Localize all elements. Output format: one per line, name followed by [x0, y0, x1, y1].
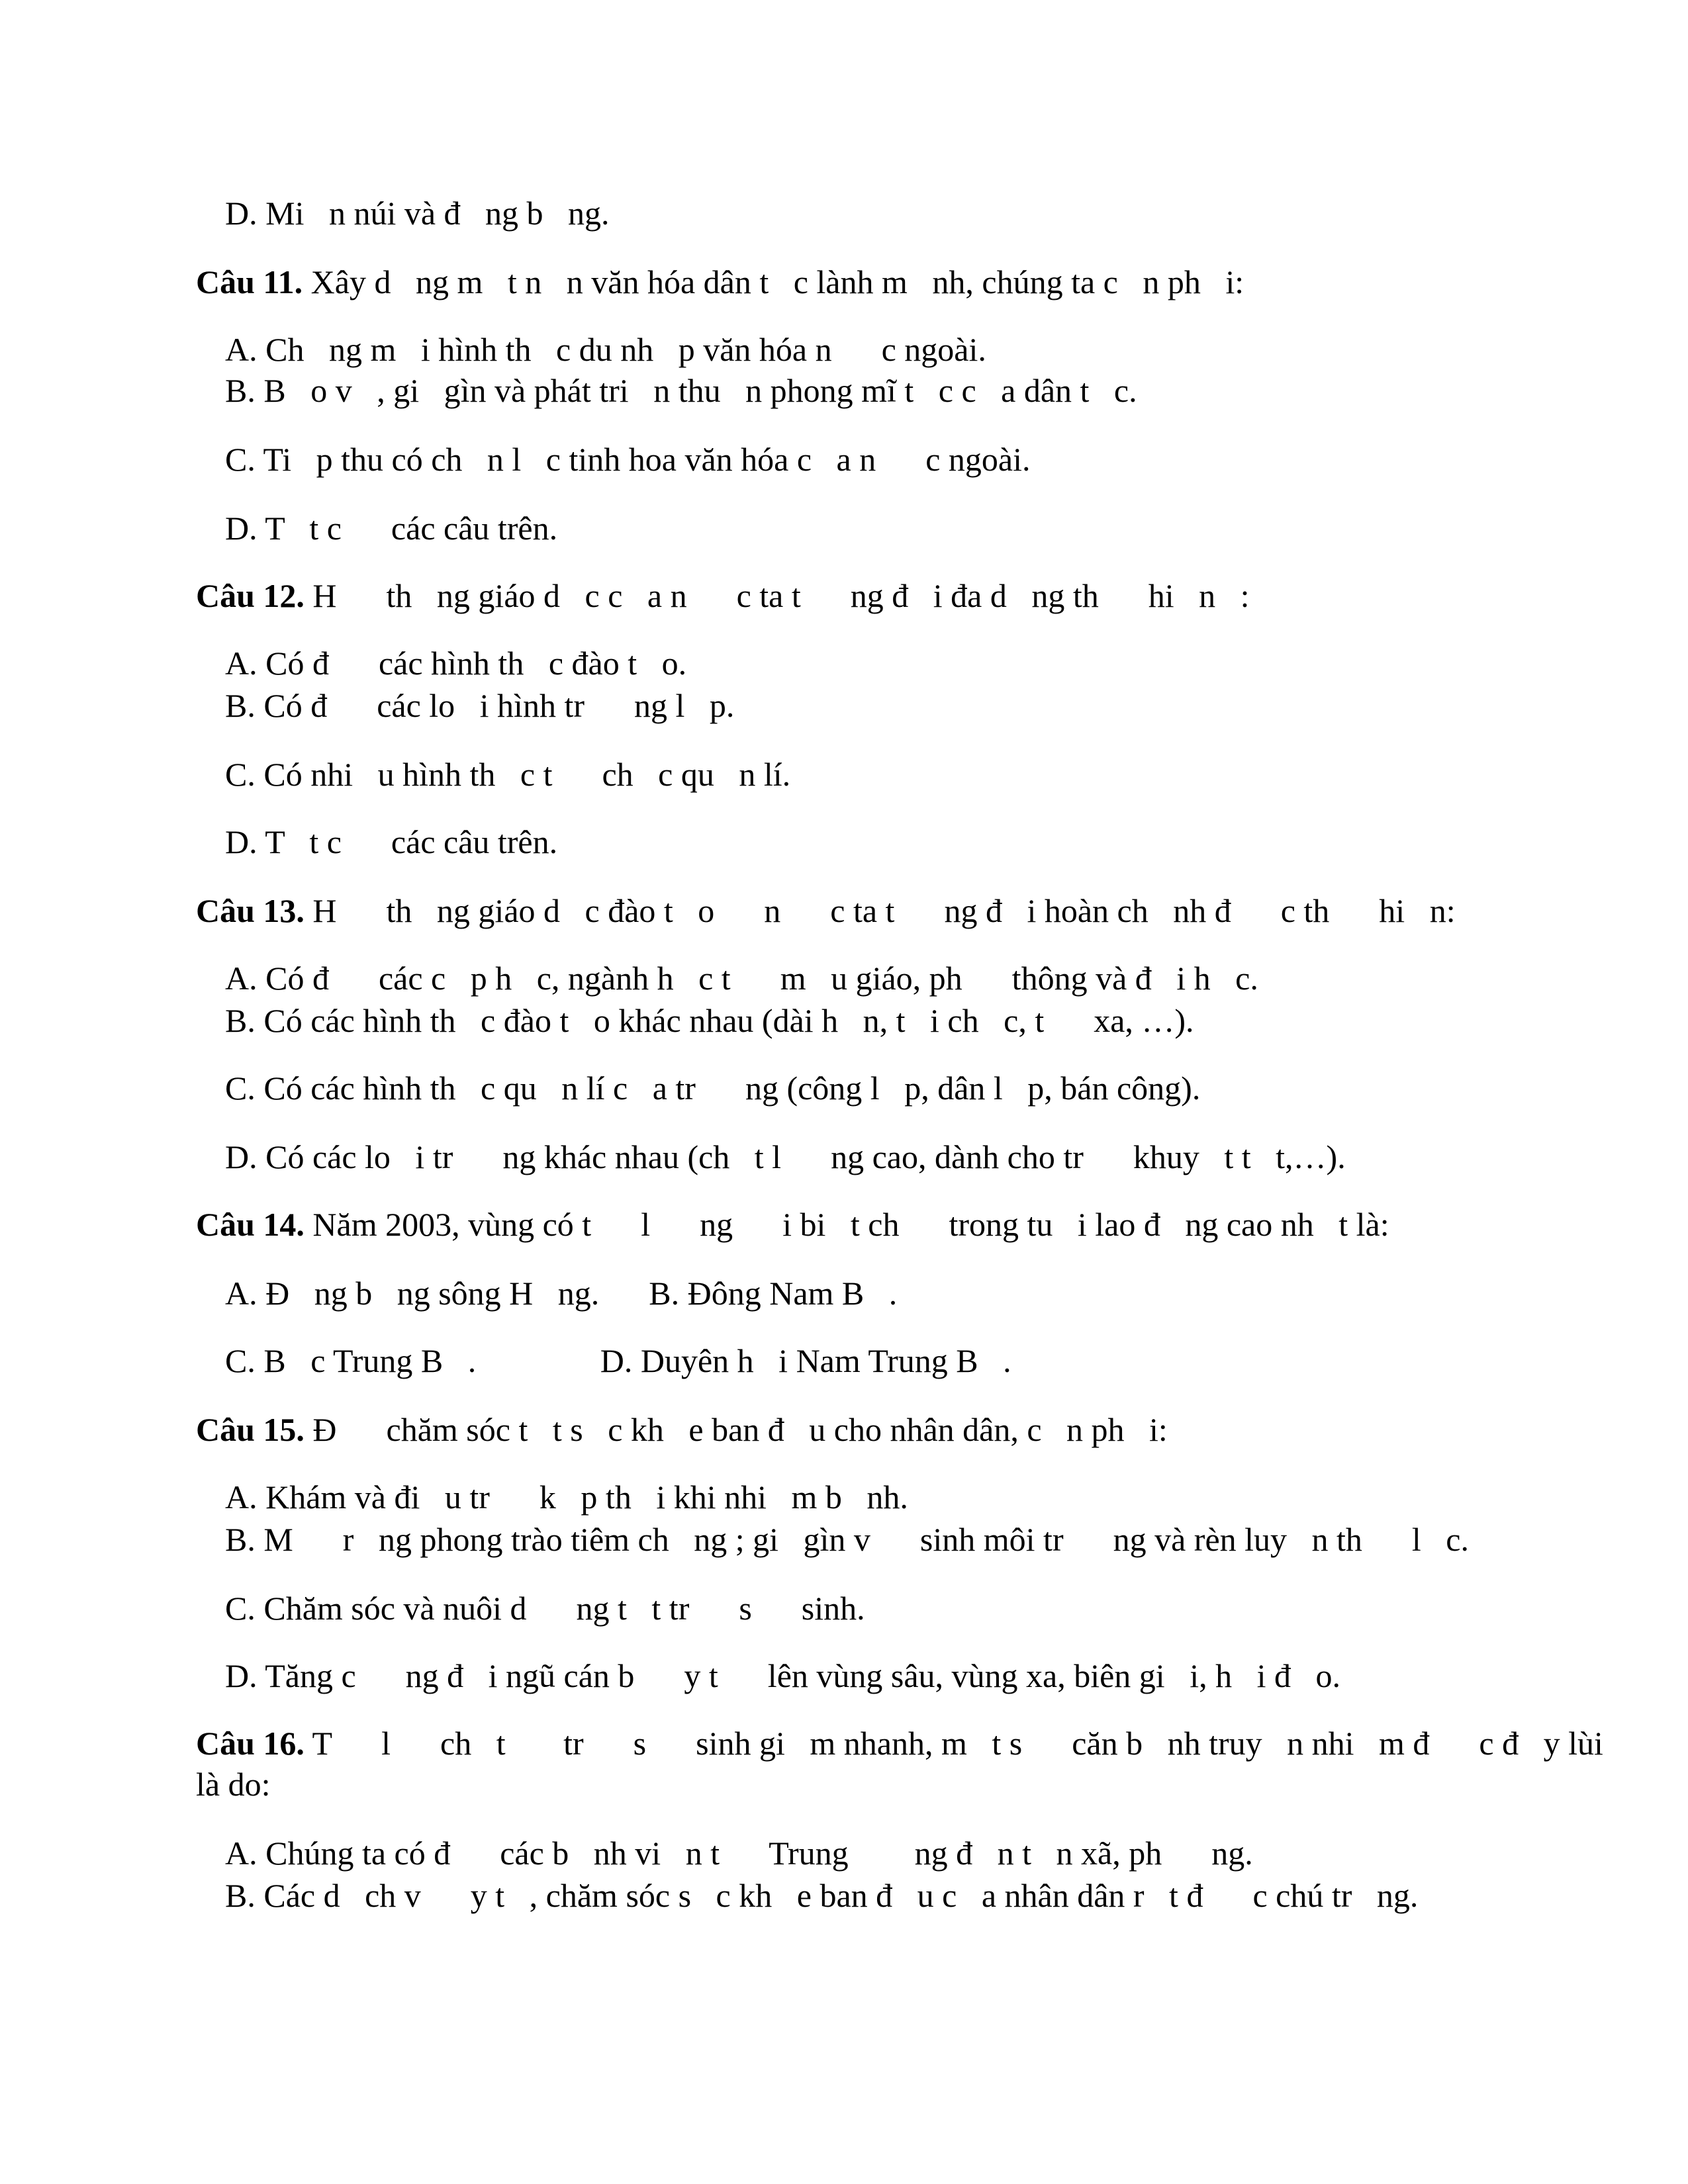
question-text: T l ch t tr s sinh gi m nhanh, m t s căn b nh truy n nhi m đ c đ y lùi	[304, 1725, 1603, 1762]
option-line: A. Khám và đi u tr k p th i khi nhi m b nh.	[225, 1479, 908, 1516]
question-13	[196, 891, 1456, 931]
question-text: H th ng giáo d c đào t o n c ta t ng đ i hoàn ch nh đ c th hi n:	[304, 892, 1456, 929]
question-16	[196, 1723, 1603, 1763]
option-line: C. B c Trung B . D. Duyên h i Nam Trung B .	[225, 1342, 1011, 1379]
question-text: Năm 2003, vùng có t l ng i bi t ch trong tu i lao đ ng cao nh t là:	[304, 1206, 1389, 1243]
question-text: H th ng giáo d c c a n c ta t ng đ i đa d ng th hi n :	[304, 577, 1250, 614]
option-line: C. Chăm sóc và nuôi d ng t t tr s sinh.	[225, 1590, 865, 1627]
option-line: D. T t c các câu trên.	[225, 823, 558, 860]
option-line: B. B o v , gi gìn và phát tri n thu n phong mĩ t c c a dân t c.	[225, 372, 1137, 409]
option-line: D. Có các lo i tr ng khác nhau (ch t l ng cao, dành cho tr khuy t t t,…).	[225, 1138, 1346, 1175]
option-line: B. M r ng phong trào tiêm ch ng ; gi gìn v sinh môi tr ng và rèn luy n th l c.	[225, 1521, 1470, 1558]
option-line: B. Có các hình th c đào t o khác nhau (dài h n, t i ch c, t xa, …).	[225, 1002, 1194, 1039]
option-line: C. Ti p thu có ch n l c tinh hoa văn hóa c a n c ngoài.	[225, 441, 1031, 478]
option-line: A. Có đ các c p h c, ngành h c t m u giáo, ph thông và đ i h c.	[225, 960, 1258, 997]
question-label: Câu 15.	[196, 1411, 305, 1448]
option-line: C. Có nhi u hình th c t ch c qu n lí.	[225, 756, 791, 793]
option-line: A. Đ ng b ng sông H ng. B. Đông Nam B .	[225, 1275, 898, 1312]
question-label: Câu 13.	[196, 892, 305, 929]
question-text-continued: là do:	[196, 1766, 271, 1803]
option-line: D. Mi n núi và đ ng b ng.	[225, 195, 610, 232]
option-line: C. Có các hình th c qu n lí c a tr ng (công l p, dân l p, bán công).	[225, 1069, 1201, 1107]
question-label: Câu 11.	[196, 263, 303, 300]
question-text: Xây d ng m t n n văn hóa dân t c lành m nh, chúng ta c n ph i:	[303, 263, 1244, 300]
question-label: Câu 12.	[196, 577, 305, 614]
option-line: A. Chúng ta có đ các b nh vi n t Trung ng đ n t n xã, ph ng.	[225, 1835, 1253, 1872]
question-label: Câu 16.	[196, 1725, 305, 1762]
question-15	[196, 1410, 1168, 1449]
option-line: B. Có đ các lo i hình tr ng l p.	[225, 687, 735, 724]
option-line: A. Có đ các hình th c đào t o.	[225, 645, 687, 682]
option-line: B. Các d ch v y t , chăm sóc s c kh e ban đ u c a nhân dân r t đ c chú tr ng.	[225, 1877, 1419, 1914]
question-14	[196, 1205, 1389, 1244]
question-text: Đ chăm sóc t t s c kh e ban đ u cho nhân dân, c n ph i:	[304, 1411, 1168, 1448]
option-line: D. Tăng c ng đ i ngũ cán b y t lên vùng sâu, vùng xa, biên gi i, h i đ o.	[225, 1657, 1340, 1694]
option-line: D. T t c các câu trên.	[225, 510, 558, 547]
question-12	[196, 576, 1250, 615]
question-label: Câu 14.	[196, 1206, 305, 1243]
option-line: A. Ch ng m i hình th c du nh p văn hóa n c ngoài.	[225, 331, 986, 368]
question-11	[196, 262, 1244, 302]
